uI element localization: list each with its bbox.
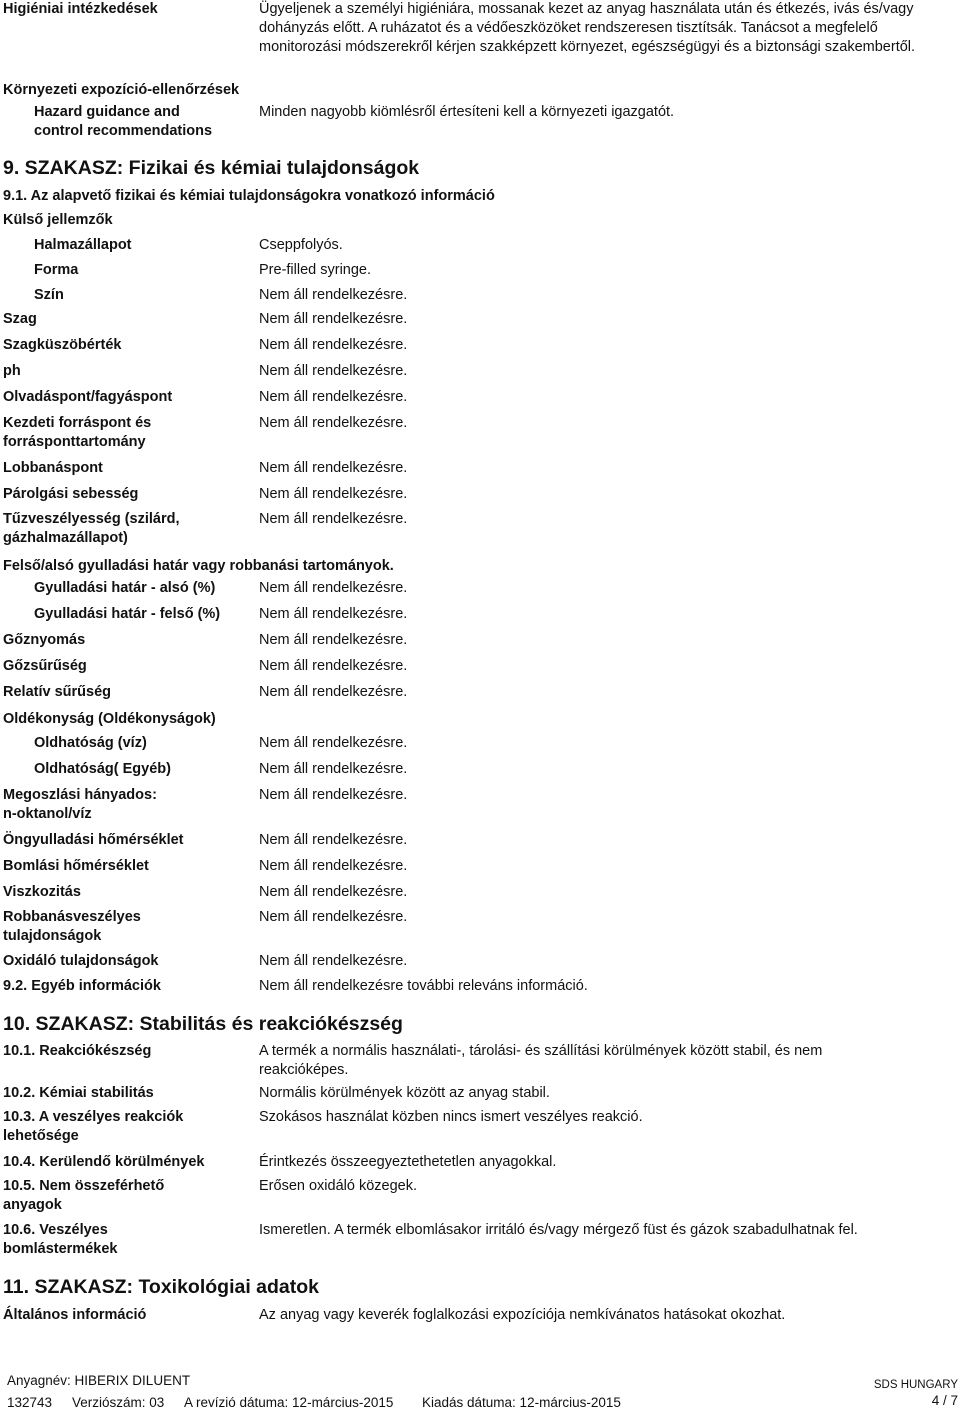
odor-threshold-value: Nem áll rendelkezésre.: [259, 337, 408, 353]
flammability-label-2: gázhalmazállapot): [3, 530, 128, 546]
conditions-avoid-label: 10.4. Kerülendő körülmények: [3, 1154, 205, 1170]
decomposition-temp-label: Bomlási hőmérséklet: [3, 858, 149, 874]
footer-sds-label: SDS HUNGARY: [873, 1379, 958, 1391]
flash-point-value: Nem áll rendelkezésre.: [259, 460, 408, 476]
solubility-water-value: Nem áll rendelkezésre.: [259, 735, 408, 751]
flammability-label-1: Tűzveszélyesség (szilárd,: [3, 511, 180, 527]
appearance-heading: Külső jellemzők: [3, 212, 113, 228]
flammability-value: Nem áll rendelkezésre.: [259, 511, 408, 527]
footer-page-number: 4 / 7: [931, 1393, 958, 1408]
footer-issue-date: Kiadás dátuma: 12-március-2015: [422, 1395, 621, 1410]
footer-product-name: Anyagnév: HIBERIX DILUENT: [7, 1373, 191, 1388]
section11-title: 11. SZAKASZ: Toxikológiai adatok: [3, 1276, 320, 1298]
hazard-guidance-text: Minden nagyobb kiömlésről értesíteni kell a környezeti igazgatót.: [259, 104, 675, 120]
boiling-point-value: Nem áll rendelkezésre.: [259, 415, 408, 431]
odor-value: Nem áll rendelkezésre.: [259, 311, 408, 327]
hazardous-reactions-label-2: lehetősége: [3, 1128, 79, 1144]
form-label: Forma: [34, 262, 79, 278]
explosive-properties-label-2: tulajdonságok: [3, 928, 102, 944]
incompatible-materials-value: Erősen oxidáló közegek.: [259, 1178, 417, 1194]
oxidizing-value: Nem áll rendelkezésre.: [259, 953, 408, 969]
solubility-other-value: Nem áll rendelkezésre.: [259, 761, 408, 777]
general-info-value: Az anyag vagy keverék foglalkozási expozíciója nemkívánatos hatásokat okozhat.: [259, 1307, 786, 1323]
footer-product-code: 132743: [7, 1395, 53, 1410]
lower-limit-value: Nem áll rendelkezésre.: [259, 580, 408, 596]
conditions-avoid-value: Érintkezés összeegyeztethetetlen anyagokkal.: [259, 1154, 557, 1170]
hygiene-label: Higiéniai intézkedések: [3, 1, 158, 17]
other-info-value: Nem áll rendelkezésre további releváns információ.: [259, 978, 588, 994]
incompatible-materials-label-2: anyagok: [3, 1197, 62, 1213]
decomposition-products-label-2: bomlástermékek: [3, 1241, 118, 1257]
upper-limit-value: Nem áll rendelkezésre.: [259, 606, 408, 622]
boiling-point-label-2: forrásponttartomány: [3, 434, 146, 450]
explosive-properties-value: Nem áll rendelkezésre.: [259, 909, 408, 925]
partition-coefficient-value: Nem áll rendelkezésre.: [259, 787, 408, 803]
solubility-heading: Oldékonyság (Oldékonyságok): [3, 711, 216, 727]
vapor-pressure-label: Gőznyomás: [3, 632, 86, 648]
upper-limit-label: Gyulladási határ - felső (%): [34, 606, 221, 622]
form-value: Pre-filled syringe.: [259, 262, 372, 278]
hazardous-reactions-label-1: 10.3. A veszélyes reakciók: [3, 1109, 184, 1125]
general-info-label: Általános információ: [3, 1307, 147, 1323]
relative-density-value: Nem áll rendelkezésre.: [259, 684, 408, 700]
melting-point-value: Nem áll rendelkezésre.: [259, 389, 408, 405]
flash-point-label: Lobbanáspont: [3, 460, 103, 476]
section9-title: 9. SZAKASZ: Fizikai és kémiai tulajdonságok: [3, 157, 420, 179]
solubility-water-label: Oldhatóság (víz): [34, 735, 147, 751]
relative-density-label: Relatív sűrűség: [3, 684, 111, 700]
viscosity-label: Viszkozitás: [3, 884, 81, 900]
other-info-label: 9.2. Egyéb információk: [3, 978, 161, 994]
vapor-density-value: Nem áll rendelkezésre.: [259, 658, 408, 674]
ph-label: ph: [3, 363, 21, 379]
footer-revision-date: A revízió dátuma: 12-március-2015: [184, 1395, 394, 1410]
solubility-other-label: Oldhatóság( Egyéb): [34, 761, 171, 777]
reactivity-value: A termék a normális használati-, tárolási- és szállítási körülmények között stabil, és nem reakcióképes.: [259, 1043, 823, 1078]
env-exposure-heading: Környezeti expozíció-ellenőrzések: [3, 82, 240, 98]
hazard-guidance-label-2: control recommendations: [34, 123, 213, 139]
partition-coefficient-label-1: Megoszlási hányados:: [3, 787, 157, 803]
reactivity-label: 10.1. Reakciókészség: [3, 1043, 152, 1059]
boiling-point-label-1: Kezdeti forráspont és: [3, 415, 152, 431]
viscosity-value: Nem áll rendelkezésre.: [259, 884, 408, 900]
vapor-density-label: Gőzsűrűség: [3, 658, 87, 674]
explosive-limits-heading: Felső/alsó gyulladási határ vagy robbanási tartományok.: [3, 558, 394, 574]
state-label: Halmazállapot: [34, 237, 132, 253]
decomposition-temp-value: Nem áll rendelkezésre.: [259, 858, 408, 874]
partition-coefficient-label-2: n-oktanol/víz: [3, 806, 92, 822]
color-label: Szín: [34, 287, 64, 303]
section10-title: 10. SZAKASZ: Stabilitás és reakciókészség: [3, 1013, 403, 1035]
ph-value: Nem áll rendelkezésre.: [259, 363, 408, 379]
color-value: Nem áll rendelkezésre.: [259, 287, 408, 303]
autoignition-label: Öngyulladási hőmérséklet: [3, 832, 184, 848]
explosive-properties-label-1: Robbanásveszélyes: [3, 909, 141, 925]
state-value: Cseppfolyós.: [259, 237, 343, 253]
chemical-stability-value: Normális körülmények között az anyag stabil.: [259, 1085, 550, 1101]
incompatible-materials-label-1: 10.5. Nem összeférhető: [3, 1178, 165, 1194]
lower-limit-label: Gyulladási határ - alsó (%): [34, 580, 216, 596]
odor-label: Szag: [3, 311, 37, 327]
odor-threshold-label: Szagküszöbérték: [3, 337, 122, 353]
decomposition-products-value: Ismeretlen. A termék elbomlásakor irritáló és/vagy mérgező füst és gázok szabadulhatnak fel.: [259, 1222, 858, 1238]
hazard-guidance-label-1: Hazard guidance and: [34, 104, 180, 120]
chemical-stability-label: 10.2. Kémiai stabilitás: [3, 1085, 154, 1101]
oxidizing-label: Oxidáló tulajdonságok: [3, 953, 159, 969]
hygiene-text: Ügyeljenek a személyi higiéniára, mossanak kezet az anyag használata után és étkezés, ivás és/vagy dohányzás előtt. A ruházatot és a védőeszközöket rendszeresen tisztítsák. Tanácsot a megfelelő monitorozási módszerekről kérjen szakképzett környezet, egészségügyi és a biztonsági szakembertől.: [259, 1, 916, 55]
autoignition-value: Nem áll rendelkezésre.: [259, 832, 408, 848]
vapor-pressure-value: Nem áll rendelkezésre.: [259, 632, 408, 648]
footer-version: Verziószám: 03: [72, 1395, 165, 1410]
section9-1-heading: 9.1. Az alapvető fizikai és kémiai tulajdonságokra vonatkozó információ: [3, 188, 495, 204]
melting-point-label: Olvadáspont/fagyáspont: [3, 389, 173, 405]
evaporation-rate-label: Párolgási sebesség: [3, 486, 139, 502]
evaporation-rate-value: Nem áll rendelkezésre.: [259, 486, 408, 502]
decomposition-products-label-1: 10.6. Veszélyes: [3, 1222, 108, 1238]
hazardous-reactions-value: Szokásos használat közben nincs ismert veszélyes reakció.: [259, 1109, 643, 1125]
